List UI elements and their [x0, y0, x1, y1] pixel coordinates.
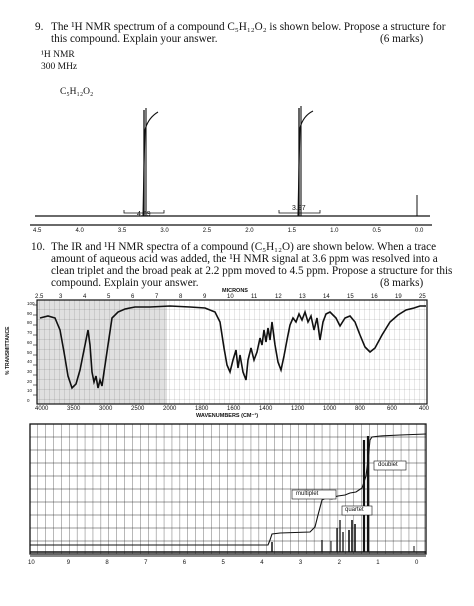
- nmr1-tick: 1.5: [287, 228, 296, 234]
- ir-y-tick: 30: [27, 368, 33, 374]
- nmr1-tick: 2.0: [245, 228, 254, 234]
- ir-bottom-tick: 4000: [35, 406, 49, 412]
- ir-top-tick: 11: [251, 294, 258, 300]
- nmr2-tick: 5: [221, 560, 225, 566]
- q9-number: 9.: [35, 21, 44, 33]
- q10-text-line4: compound. Explain your answer.: [51, 277, 199, 289]
- q9-marks: (6 marks): [380, 33, 424, 45]
- ir-top-tick: 16: [371, 294, 378, 300]
- ir-bottom-tick: 2500: [131, 406, 145, 412]
- ir-bottom-tick: 800: [355, 406, 366, 412]
- nmr1-tick: 4.5: [33, 228, 42, 234]
- ir-y-tick: 60: [27, 339, 33, 345]
- ir-y-tick: 100: [27, 301, 35, 306]
- ir-top-tick: 14: [323, 294, 330, 300]
- ir-y-tick: 50: [27, 349, 33, 355]
- ir-top-tick: 7: [155, 294, 159, 300]
- nmr1-tick: 1.0: [330, 228, 339, 234]
- nmr1-tick: 2.5: [202, 228, 212, 234]
- ir-top-tick: 4: [83, 294, 87, 300]
- ir-y-tick: 70: [27, 330, 33, 336]
- ir-top-tick: 13: [299, 294, 306, 300]
- nmr1-tick: 4.0: [75, 228, 84, 234]
- q10-number: 10.: [31, 241, 45, 253]
- ir-microns-label: MICRONS: [222, 288, 248, 294]
- ir-top-tick: 25: [419, 294, 426, 300]
- nmr2-tick: 10: [28, 560, 35, 566]
- nmr1-tick: 0.0: [415, 228, 424, 234]
- q9-text-line1: The ¹H NMR spectrum of a compound C₅H₁₂O₂ is shown below. Propose a structure for: [51, 21, 446, 33]
- ir-ylabel: % TRANSMITTANCE: [5, 326, 11, 375]
- q10-text-line1: The IR and ¹H NMR spectra of a compound (C₅H₁₂O) are shown below. When a trace: [51, 241, 437, 253]
- ir-bottom-tick: 3500: [67, 406, 81, 412]
- ir-y-tick: 90: [27, 310, 33, 316]
- ir-bottom-tick: 1800: [195, 406, 209, 412]
- ir-top-tick: 5: [107, 294, 111, 300]
- ir-bottom-tick: 2000: [163, 406, 177, 412]
- ir-bottom-tick: 400: [419, 406, 430, 412]
- nmr1-frequency: 300 MHz: [41, 62, 78, 72]
- nmr2-tick: 4: [260, 560, 264, 566]
- nmr2-tick: 9: [66, 560, 71, 566]
- nmr1-integral-label-1: 4.09: [137, 211, 151, 218]
- q10-marks: (8 marks): [380, 277, 424, 289]
- nmr2-tick: 6: [182, 560, 187, 566]
- nmr2-label-quartet: quartet: [345, 507, 364, 513]
- ir-top-tick: 12: [275, 294, 282, 300]
- nmr1-label: ¹H NMR: [41, 50, 75, 60]
- ir-top-tick: 6: [131, 294, 135, 300]
- ir-bottom-tick: 3000: [99, 406, 113, 412]
- ir-bottom-tick: 1200: [291, 406, 305, 412]
- ir-top-tick: 19: [395, 294, 402, 300]
- nmr1-tick: 0.5: [372, 228, 381, 234]
- nmr1-tick: 3.5: [117, 228, 127, 234]
- nmr1-formula: C₅H₁₂O₂: [60, 87, 94, 97]
- q10-text-line3: clean triplet and the broad peak at 2.2 ppm moved to 4.5 ppm. Propose a structure for this: [51, 265, 453, 277]
- ir-top-tick: 15: [347, 294, 354, 300]
- nmr2-tick: 7: [144, 560, 148, 566]
- nmr2-tick: 1: [376, 560, 380, 566]
- nmr2-tick: 3: [298, 560, 303, 566]
- ir-top-tick: 3: [59, 294, 63, 300]
- q10-text-line2: amount of aqueous acid was added, the ¹H NMR signal at 3.6 ppm was resolved into a: [51, 253, 438, 265]
- ir-y-tick: 20: [27, 378, 33, 384]
- ir-y-tick: 80: [27, 320, 33, 326]
- ir-xlabel: WAVENUMBERS (CM⁻¹): [196, 413, 259, 419]
- ir-top-tick: 10: [227, 294, 234, 300]
- q9-text-line2: this compound. Explain your answer.: [51, 33, 218, 45]
- ir-top-tick: 8: [179, 294, 183, 300]
- ir-y-tick: 10: [27, 388, 33, 394]
- nmr2-tick: 2: [337, 560, 341, 566]
- ir-y-tick: 0: [27, 398, 30, 403]
- ir-bottom-tick: 1600: [227, 406, 241, 412]
- ir-bottom-tick: 600: [387, 406, 398, 412]
- ir-bottom-tick: 1400: [259, 406, 273, 412]
- ir-top-tick: 9: [203, 294, 207, 300]
- ir-top-tick: 2.5: [35, 294, 44, 300]
- nmr1-tick: 3.0: [160, 228, 169, 234]
- ir-bottom-tick: 1000: [323, 406, 337, 412]
- nmr2-label-doublet: doublet: [378, 462, 398, 468]
- nmr1-integral-label-2: 3.97: [292, 205, 306, 212]
- nmr2-label-multiplet: multiplet: [296, 491, 319, 497]
- ir-y-tick: 40: [27, 359, 33, 365]
- nmr2-tick: 8: [105, 560, 109, 566]
- nmr2-tick: 0: [415, 560, 419, 566]
